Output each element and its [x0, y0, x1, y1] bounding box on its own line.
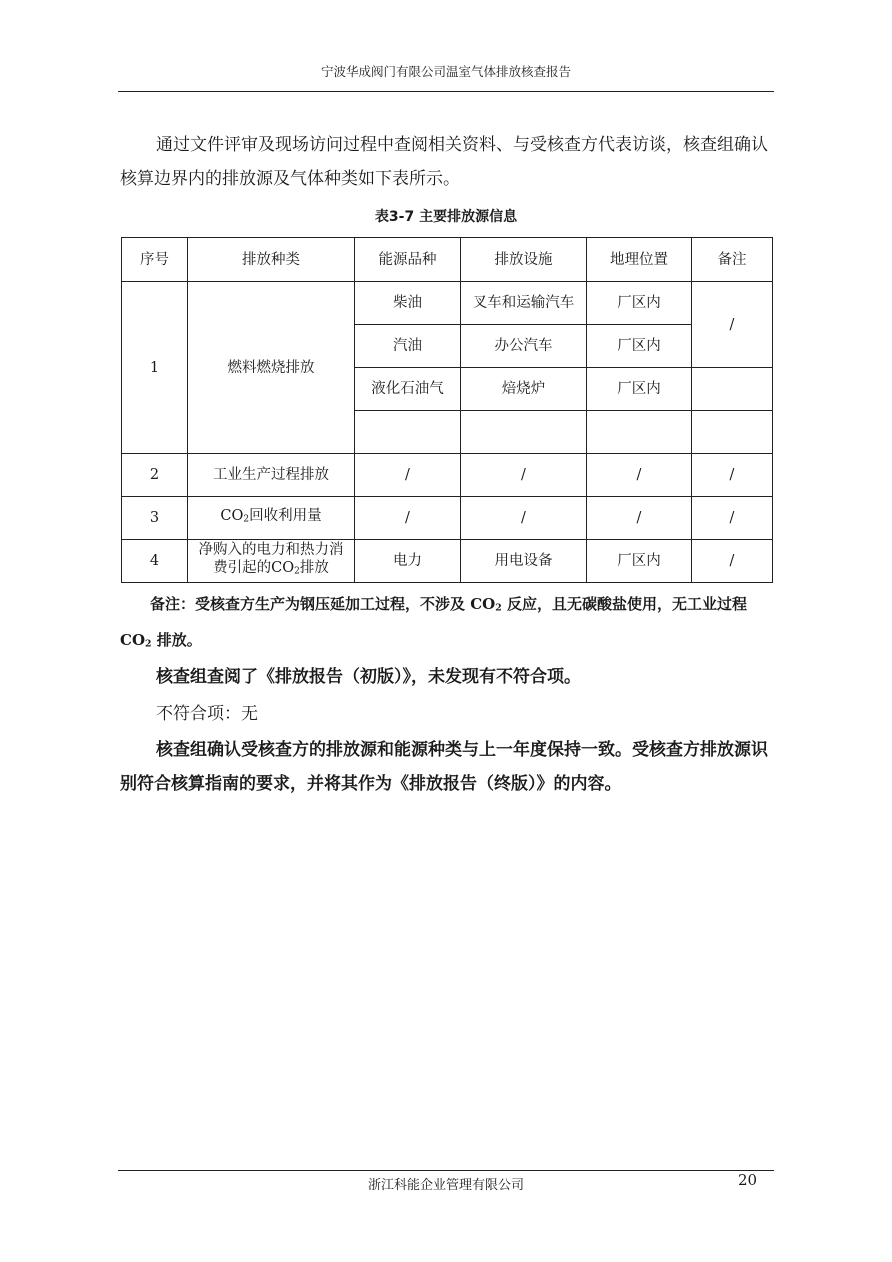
- table-header-row: [122, 238, 773, 282]
- cell-no: 3: [122, 497, 188, 540]
- nonconformity-paragraph: 不符合项：无: [156, 704, 258, 724]
- header-cell-no: 序号: [122, 238, 188, 282]
- cell-remark: /: [692, 497, 773, 540]
- note-subscript-1: 2: [495, 602, 502, 614]
- cell-no: 2: [122, 454, 188, 497]
- footer-divider: [118, 1170, 774, 1171]
- cell-facility: [461, 411, 587, 454]
- table-row: [122, 540, 773, 583]
- cell-remark: /: [692, 540, 773, 583]
- header-divider: [118, 91, 774, 92]
- note-part-2: 反应，且无碳酸盐使用，无工业过程 CO: [120, 595, 747, 650]
- cell-location: [587, 411, 692, 454]
- cell-type: [188, 497, 355, 540]
- cell-energy: 液化石油气: [355, 368, 461, 411]
- cell-remark: /: [692, 282, 773, 368]
- table-caption: 表3-7 主要排放源信息: [374, 209, 518, 225]
- co2-subscript: 2: [294, 566, 300, 577]
- cell-location: 厂区内: [587, 282, 692, 325]
- cell-location: 厂区内: [587, 368, 692, 411]
- cell-facility: /: [461, 454, 587, 497]
- note-subscript-2: 2: [145, 638, 152, 650]
- footer-company: 浙江科能企业管理有限公司: [367, 1178, 524, 1193]
- table-row: [122, 497, 773, 540]
- cell-location: /: [587, 497, 692, 540]
- cell-remark: [692, 368, 773, 411]
- cell-facility: 办公汽车: [461, 325, 587, 368]
- header-cell-energy: 能源品种: [355, 238, 461, 282]
- cell-facility: 用电设备: [461, 540, 587, 583]
- cell-energy: /: [355, 454, 461, 497]
- emission-source-table: [121, 237, 773, 583]
- cell-type: 燃料燃烧排放: [188, 282, 355, 454]
- cell-energy: /: [355, 497, 461, 540]
- cell-facility: 焙烧炉: [461, 368, 587, 411]
- cell-remark: /: [692, 454, 773, 497]
- type-line-2-prefix: 费引起的CO: [213, 560, 295, 577]
- co2-prefix: CO: [220, 508, 244, 525]
- cell-facility: 叉车和运输汽车: [461, 282, 587, 325]
- cell-facility: /: [461, 497, 587, 540]
- page-number: 20: [738, 1171, 758, 1189]
- type-suffix: 回收利用量: [249, 508, 322, 525]
- cell-energy: [355, 411, 461, 454]
- review-finding-paragraph: 核查组查阅了《排放报告（初版）》，未发现有不符合项。: [156, 667, 581, 687]
- header-cell-location: 地理位置: [587, 238, 692, 282]
- cell-no: 4: [122, 540, 188, 583]
- type-line-1: 净购入的电力和热力消: [198, 542, 344, 559]
- note-part-1: 备注：受核查方生产为钢压延加工过程，不涉及 CO: [150, 595, 496, 613]
- cell-energy: 柴油: [355, 282, 461, 325]
- cell-energy: 汽油: [355, 325, 461, 368]
- cell-type: [188, 540, 355, 583]
- cell-location: /: [587, 454, 692, 497]
- table-row: [122, 454, 773, 497]
- table-row: [122, 282, 773, 325]
- cell-type: 工业生产过程排放: [188, 454, 355, 497]
- conclusion-paragraph: 核查组确认受核查方的排放源和能源种类与上一年度保持一致。受核查方排放源识别符合核算指南的要求，并将其作为《排放报告（终版）》的内容。: [120, 740, 768, 794]
- intro-paragraph: 通过文件评审及现场访问过程中查阅相关资料、与受核查方代表访谈，核查组确认核算边界内的排放源及气体种类如下表所示。: [120, 135, 768, 189]
- cell-energy: 电力: [355, 540, 461, 583]
- note-part-3: 排放。: [151, 631, 202, 650]
- header-cell-remark: 备注: [692, 238, 773, 282]
- header-cell-type: 排放种类: [188, 238, 355, 282]
- cell-location: 厂区内: [587, 540, 692, 583]
- cell-location: 厂区内: [587, 325, 692, 368]
- co2-subscript: 2: [243, 514, 250, 525]
- table-note: [120, 588, 772, 661]
- cell-no: 1: [122, 282, 188, 454]
- type-line-2-suffix: 排放: [299, 560, 329, 577]
- header-cell-facility: 排放设施: [461, 238, 587, 282]
- cell-remark: [692, 411, 773, 454]
- page-header-title: 宁波华成阀门有限公司温室气体排放核查报告: [320, 64, 571, 79]
